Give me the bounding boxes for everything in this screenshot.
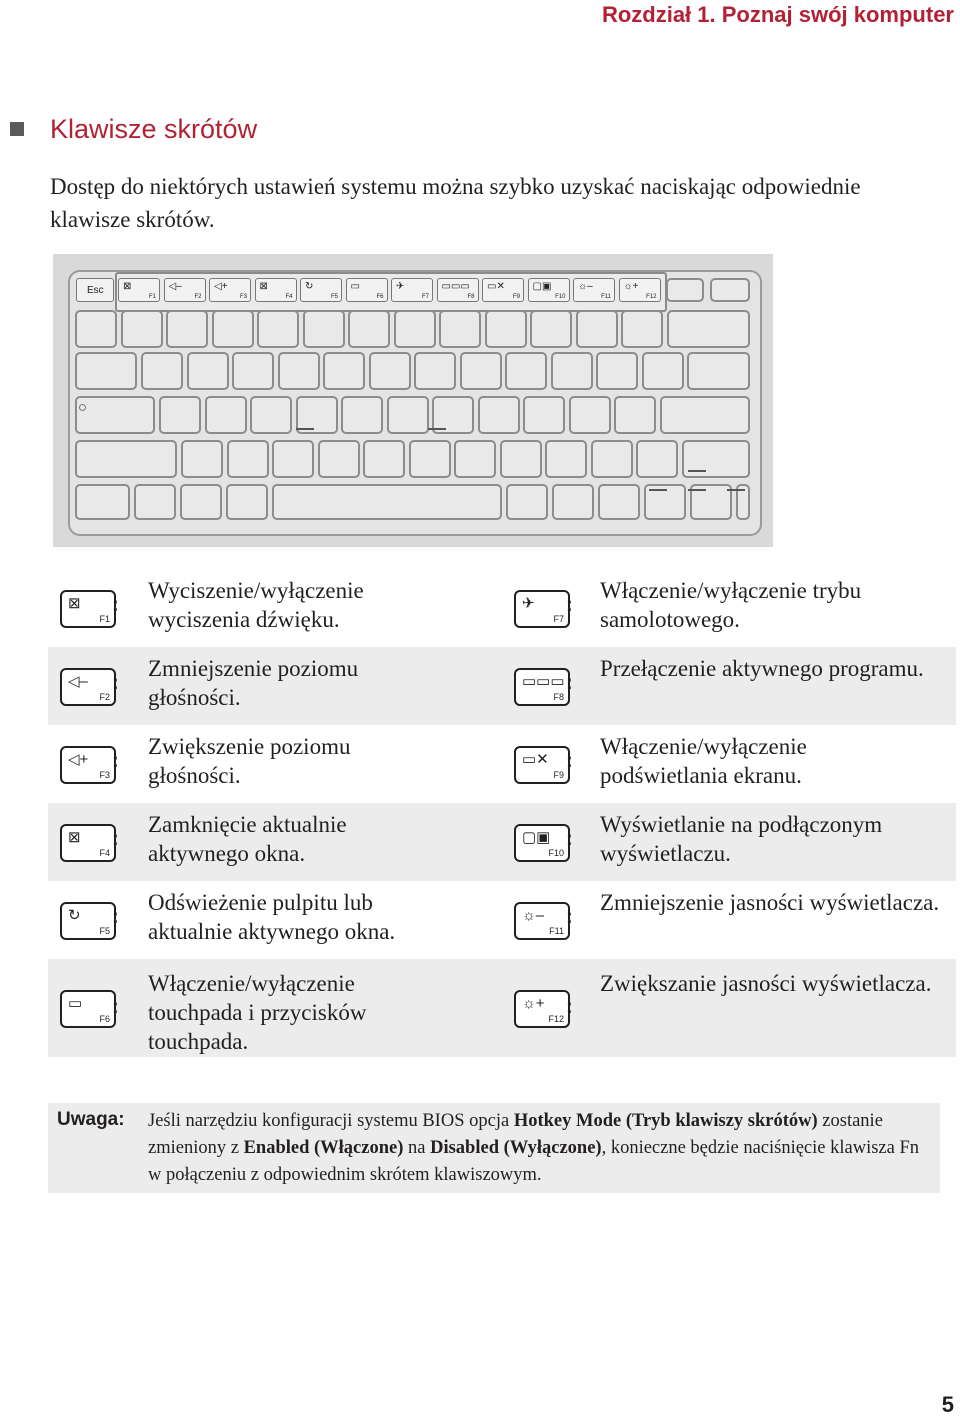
- key: [439, 310, 481, 348]
- key-symbol-icon: ⊠: [123, 281, 132, 292]
- section-bullet: [10, 122, 24, 136]
- key: [232, 352, 274, 390]
- colon: :: [566, 828, 573, 850]
- key: [505, 352, 547, 390]
- key-glyph-icon: ◁+: [68, 751, 89, 768]
- key-label: F11: [601, 294, 611, 300]
- key: [250, 396, 292, 434]
- key-glyph-icon: ▭✕: [522, 751, 549, 768]
- key-marker: [428, 428, 446, 430]
- shortcut-description: Włączenie/wyłączenie touchpada i przycisków touchpada.: [148, 971, 367, 1054]
- shortcut-description: Wyciszenie/wyłączenie wyciszenia dźwięku.: [148, 578, 364, 632]
- key: [387, 396, 429, 434]
- key: [181, 440, 223, 478]
- key-symbol-icon: ▭: [350, 281, 360, 292]
- key: [141, 352, 183, 390]
- key-symbol-icon: ☼+: [623, 281, 639, 292]
- key: [257, 310, 299, 348]
- key: [166, 310, 208, 348]
- key-label: F8: [467, 294, 475, 300]
- key-label: F3: [99, 770, 110, 780]
- key-symbol-icon: ◁–: [168, 281, 182, 292]
- shortcut-row: [48, 569, 956, 647]
- key-f12-icon: [514, 990, 570, 1028]
- key: [212, 310, 254, 348]
- key: [596, 352, 638, 390]
- key-backslash: [687, 352, 750, 390]
- key-label: F4: [99, 848, 110, 858]
- key-glyph-icon: ☼+: [522, 995, 545, 1012]
- key-f11-icon: [514, 902, 570, 940]
- key-del: [710, 278, 750, 302]
- key-f8-icon: [514, 668, 570, 706]
- key-label: F12: [548, 1014, 564, 1024]
- key: [272, 440, 314, 478]
- key-f2-icon: [60, 668, 116, 706]
- key-glyph-icon: ▢▣: [522, 829, 551, 846]
- colon: :: [112, 594, 119, 616]
- key-ins: [666, 278, 704, 302]
- key-symbol-icon: ◁+: [214, 281, 228, 292]
- key: [414, 352, 456, 390]
- key: [409, 440, 451, 478]
- key-f1: [118, 278, 160, 302]
- colon: :: [112, 996, 119, 1018]
- note-text: [148, 1108, 933, 1189]
- key-label: F5: [330, 294, 338, 300]
- key: [530, 310, 572, 348]
- key-label: F9: [553, 770, 564, 780]
- key-f1-icon: [60, 590, 116, 628]
- key-label: F7: [553, 614, 564, 624]
- shortcut-description: Włączenie/wyłączenie podświetlania ekranu.: [600, 734, 807, 788]
- key-fn: [134, 484, 176, 520]
- key: [614, 396, 656, 434]
- key-marker: [688, 489, 706, 491]
- key-enter: [660, 396, 750, 434]
- key-f7-icon: [514, 590, 570, 628]
- colon: :: [566, 594, 573, 616]
- key-f6: [346, 278, 388, 302]
- note-label: Uwaga:: [57, 1109, 125, 1130]
- key: [121, 310, 163, 348]
- shortcut-row: [48, 803, 956, 881]
- shortcut-description: Przełączenie aktywnego programu.: [600, 656, 924, 681]
- note-text-4: , konieczne będzie naciśnięcie klawisza Fn w połączeniu z odpowiednim skrótem klawiszowym.: [148, 1138, 920, 1185]
- key-f4-icon: [60, 824, 116, 862]
- key-label: F4: [285, 294, 293, 300]
- key: [75, 310, 117, 348]
- key: [348, 310, 390, 348]
- colon: :: [112, 750, 119, 772]
- key-label: F10: [548, 848, 564, 858]
- key-f6-icon: [60, 990, 116, 1028]
- note-text-2: zostanie zmieniony z: [148, 1111, 883, 1158]
- key-symbol-icon: ⊠: [259, 281, 268, 292]
- key-altgr: [506, 484, 548, 520]
- shortcut-description: Odświeżenie pulpitu lub aktualnie aktywnego okna.: [148, 890, 396, 944]
- key: [460, 352, 502, 390]
- key-f8: [437, 278, 479, 302]
- key-f3-icon: [60, 746, 116, 784]
- key-marker: [649, 489, 667, 491]
- shortcut-description: Zamknięcie aktualnie aktywnego okna.: [148, 812, 347, 866]
- chapter-header: Rozdział 1. Poznaj swój komputer: [601, 2, 954, 27]
- key-label: F6: [99, 1014, 110, 1024]
- colon: :: [112, 828, 119, 850]
- key-glyph-icon: ◁–: [68, 673, 88, 690]
- key: [636, 440, 678, 478]
- key: [591, 440, 633, 478]
- key-label: F7: [421, 294, 429, 300]
- key: [278, 352, 320, 390]
- colon: :: [566, 672, 573, 694]
- key: [642, 352, 684, 390]
- key-glyph-icon: ▭: [68, 995, 83, 1012]
- key-label: F6: [376, 294, 384, 300]
- key: [369, 352, 411, 390]
- key: [303, 310, 345, 348]
- key-label: F2: [99, 692, 110, 702]
- shortcut-row: [48, 725, 956, 803]
- shortcut-row: [48, 959, 956, 1057]
- key-label: F3: [239, 294, 247, 300]
- key: [523, 396, 565, 434]
- key-label: F9: [512, 294, 520, 300]
- key-glyph-icon: ▭▭▭: [522, 673, 565, 690]
- key-ctrl-right: [552, 484, 594, 520]
- key-label: F2: [194, 294, 202, 300]
- key-f10-icon: [514, 824, 570, 862]
- key: [227, 440, 269, 478]
- colon: :: [566, 750, 573, 772]
- key-tab: [75, 352, 137, 390]
- key: [159, 396, 201, 434]
- key: [551, 352, 593, 390]
- key-win: [180, 484, 222, 520]
- key-f7: [391, 278, 433, 302]
- key-shift-right: [682, 440, 750, 478]
- key: [363, 440, 405, 478]
- colon: :: [112, 672, 119, 694]
- key-caps: [75, 396, 155, 434]
- key-marker: [688, 470, 706, 472]
- key: [569, 396, 611, 434]
- shortcut-description: Zwiększenie poziomu głośności.: [148, 734, 351, 788]
- shortcut-description: Włączenie/wyłączenie trybu samolotowego.: [600, 578, 862, 632]
- colon: :: [566, 996, 573, 1018]
- key-label: F1: [99, 614, 110, 624]
- key: [318, 440, 360, 478]
- key-shift-left: [75, 440, 177, 478]
- key: [454, 440, 496, 478]
- key-label: F5: [99, 926, 110, 936]
- key-symbol-icon: ▭▭▭: [441, 281, 470, 292]
- key-glyph-icon: ⊠: [68, 595, 81, 612]
- key-f9: [482, 278, 524, 302]
- note-text-3: na: [403, 1138, 431, 1158]
- key-glyph-icon: ⊠: [68, 829, 81, 846]
- key-f3: [209, 278, 251, 302]
- key-marker: [727, 489, 745, 491]
- key-backspace: [667, 310, 750, 348]
- key-symbol-icon: ☼–: [578, 281, 593, 292]
- shortcut-description: Zwiększanie jasności wyświetlacza.: [600, 971, 932, 996]
- shortcut-description: Zmniejszenie jasności wyświetlacza.: [600, 890, 940, 915]
- key: [394, 310, 436, 348]
- key-label: F11: [549, 926, 564, 936]
- key: [323, 352, 365, 390]
- shortcut-description: Wyświetlanie na podłączonym wyświetlaczu.: [600, 812, 883, 866]
- key: [478, 396, 520, 434]
- key-glyph-icon: ☼–: [522, 907, 545, 924]
- key-f11: [573, 278, 615, 302]
- note-bold-hotkey: Hotkey Mode (Tryb klawiszy skrótów): [513, 1111, 818, 1131]
- key: [205, 396, 247, 434]
- key-symbol-icon: ▭✕: [487, 281, 505, 292]
- key-space: [272, 484, 502, 520]
- shortcut-table: [48, 569, 956, 1057]
- key-esc-label: Esc: [87, 285, 104, 296]
- key-f2: [164, 278, 206, 302]
- shortcut-row: [48, 647, 956, 725]
- key: [500, 440, 542, 478]
- key-left: [598, 484, 640, 520]
- key-marker: [296, 428, 314, 430]
- key-f12: [619, 278, 661, 302]
- key-symbol-icon: ▢▣: [532, 281, 552, 292]
- section-title: Klawisze skrótów: [50, 114, 258, 144]
- intro-paragraph: Dostęp do niektórych ustawień systemu można szybko uzyskać naciskając odpowiednie klawisze skrótów.: [50, 174, 861, 232]
- page-number: 5: [941, 1392, 954, 1417]
- key-label: F1: [148, 294, 156, 300]
- note-bold-disabled: Disabled (Wyłączone): [430, 1138, 602, 1158]
- key-label: F10: [555, 294, 566, 300]
- key-label: F12: [646, 294, 657, 300]
- key-symbol-icon: ✈: [396, 281, 405, 292]
- key: [485, 310, 527, 348]
- key-glyph-icon: ✈: [522, 595, 535, 612]
- key-f5-icon: [60, 902, 116, 940]
- key-f5: [300, 278, 342, 302]
- key: [621, 310, 663, 348]
- note-text-1: Jeśli narzędziu konfiguracji systemu BIOS opcja: [148, 1111, 514, 1131]
- colon: :: [566, 906, 573, 928]
- key-f10: [528, 278, 570, 302]
- key-f4: [255, 278, 297, 302]
- note-bold-enabled: Enabled (Włączone): [243, 1138, 404, 1158]
- key-glyph-icon: ↻: [68, 907, 81, 924]
- key-f9-icon: [514, 746, 570, 784]
- key-label: F8: [553, 692, 564, 702]
- key-esc: [76, 278, 114, 302]
- shortcut-row: [48, 881, 956, 959]
- key-ctrl: [75, 484, 130, 520]
- shortcut-description: Zmniejszenie poziomu głośności.: [148, 656, 359, 710]
- key: [545, 440, 587, 478]
- key: [341, 396, 383, 434]
- caps-led: [79, 404, 86, 411]
- note-box: [48, 1103, 940, 1193]
- key: [187, 352, 229, 390]
- key-symbol-icon: ↻: [305, 281, 314, 292]
- colon: :: [112, 906, 119, 928]
- key: [576, 310, 618, 348]
- key-alt: [226, 484, 268, 520]
